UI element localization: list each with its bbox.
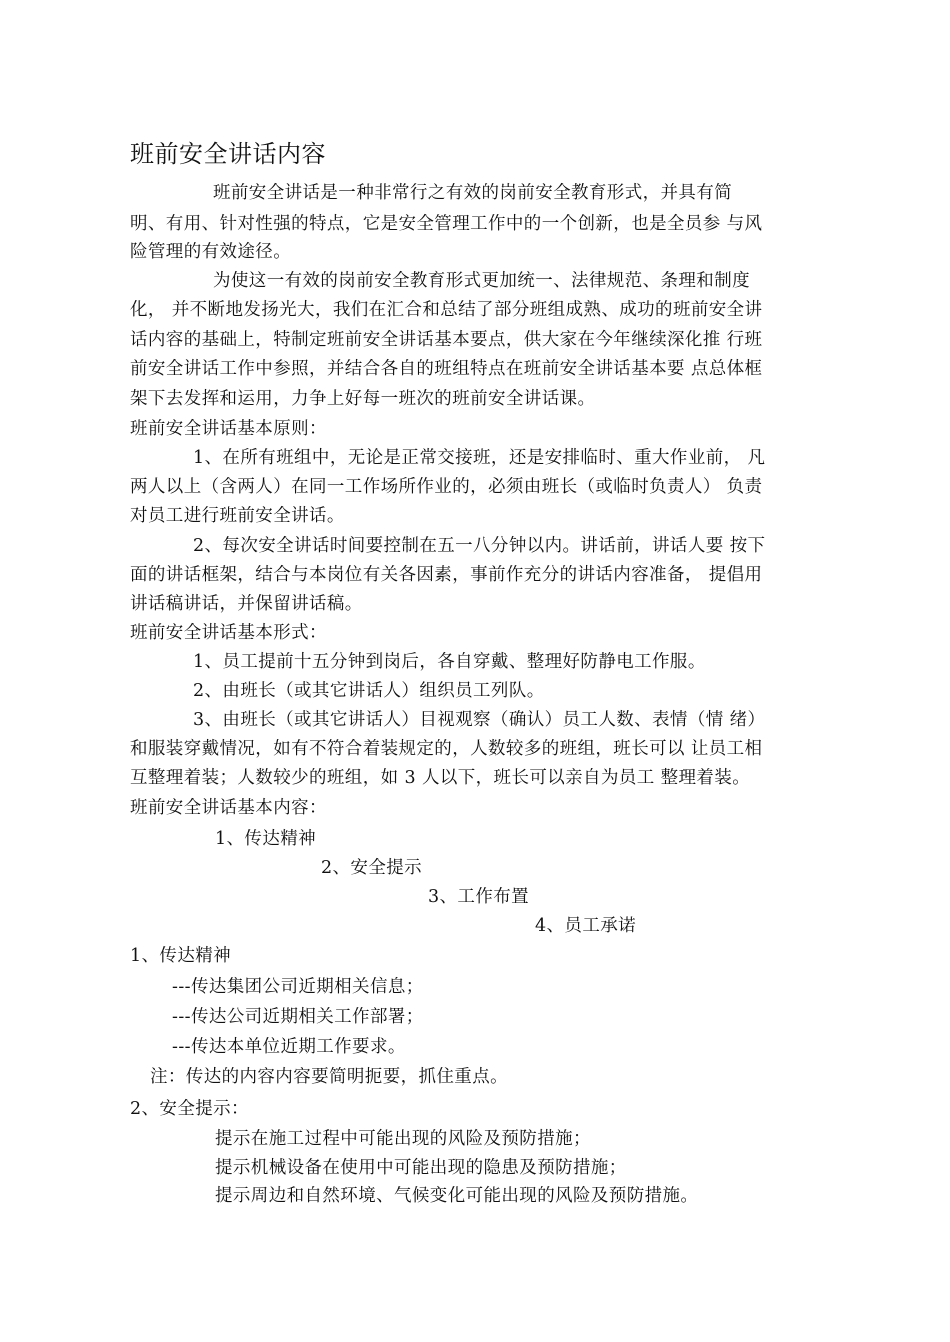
list-item: ---传达本单位近期工作要求。 bbox=[172, 1037, 406, 1057]
list-item: ---传达公司近期相关工作部署； bbox=[172, 1007, 424, 1027]
list-item: 3、由班长（或其它讲话人）目视观察（确认）员工人数、表情（情 绪） bbox=[193, 710, 766, 730]
paragraph-line: 面的讲话框架，结合与本岗位有关各因素，事前作充分的讲话内容准备， 提倡用 bbox=[130, 565, 763, 585]
note-line: 注：传达的内容内容要简明扼要，抓住重点。 bbox=[150, 1067, 508, 1087]
paragraph-line: 险管理的有效途径。 bbox=[130, 242, 292, 262]
list-item: ---传达集团公司近期相关信息； bbox=[172, 977, 424, 997]
paragraph-line: 和服装穿戴情况，如有不符合着装规定的，人数较多的班组，班长可以 让员工相 bbox=[130, 739, 763, 759]
section-heading: 班前安全讲话基本原则： bbox=[130, 419, 327, 439]
paragraph-line: 2、每次安全讲话时间要控制在五一八分钟以内。讲话前，讲话人要 按下 bbox=[193, 536, 766, 556]
section-heading: 1、传达精神 bbox=[130, 946, 232, 966]
paragraph-line: 互整理着装；人数较少的班组，如 3 人以下，班长可以亲自为员工 整理着装。 bbox=[130, 768, 751, 788]
paragraph-line: 班前安全讲话是一种非常行之有效的岗前安全教育形式，并具有简 bbox=[213, 183, 733, 203]
paragraph-line: 话内容的基础上，特制定班前安全讲话基本要点，供大家在今年继续深化推 行班 bbox=[130, 330, 763, 350]
paragraph-line: 前安全讲话工作中参照，并结合各自的班组特点在班前安全讲话基本要 点总体框 bbox=[130, 359, 763, 379]
list-item: 提示机械设备在使用中可能出现的隐患及预防措施； bbox=[215, 1158, 627, 1178]
outline-item: 2、安全提示 bbox=[321, 858, 423, 878]
outline-item: 4、员工承诺 bbox=[535, 916, 637, 936]
page-title: 班前安全讲话内容 bbox=[130, 140, 326, 168]
paragraph-line: 明、有用、针对性强的特点，它是安全管理工作中的一个创新，也是全员参 与风 bbox=[130, 214, 763, 234]
paragraph-line: 两人以上（含两人）在同一工作场所作业的，必须由班长（或临时负责人） 负责 bbox=[130, 477, 763, 497]
section-heading: 班前安全讲话基本内容： bbox=[130, 798, 327, 818]
section-heading: 班前安全讲话基本形式： bbox=[130, 623, 327, 643]
paragraph-line: 为使这一有效的岗前安全教育形式更加统一、法律规范、条理和制度 bbox=[213, 271, 750, 291]
paragraph-line: 化， 并不断地发扬光大，我们在汇合和总结了部分班组成熟、成功的班前安全讲 bbox=[130, 300, 763, 320]
paragraph-line: 讲话稿讲话，并保留讲话稿。 bbox=[130, 594, 363, 614]
paragraph-line: 架下去发挥和运用，力争上好每一班次的班前安全讲话课。 bbox=[130, 389, 596, 409]
list-item: 2、由班长（或其它讲话人）组织员工列队。 bbox=[193, 681, 545, 701]
list-item: 提示周边和自然环境、气候变化可能出现的风险及预防措施。 bbox=[215, 1186, 699, 1206]
section-heading: 2、安全提示： bbox=[130, 1099, 249, 1119]
outline-item: 1、传达精神 bbox=[215, 829, 317, 849]
list-item: 1、员工提前十五分钟到岗后，各自穿戴、整理好防静电工作服。 bbox=[193, 652, 706, 672]
list-item: 提示在施工过程中可能出现的风险及预防措施； bbox=[215, 1129, 591, 1149]
paragraph-line: 对员工进行班前安全讲话。 bbox=[130, 506, 345, 526]
paragraph-line: 1、在所有班组中，无论是正常交接班，还是安排临时、重大作业前， 凡 bbox=[193, 448, 766, 468]
outline-item: 3、工作布置 bbox=[428, 887, 530, 907]
